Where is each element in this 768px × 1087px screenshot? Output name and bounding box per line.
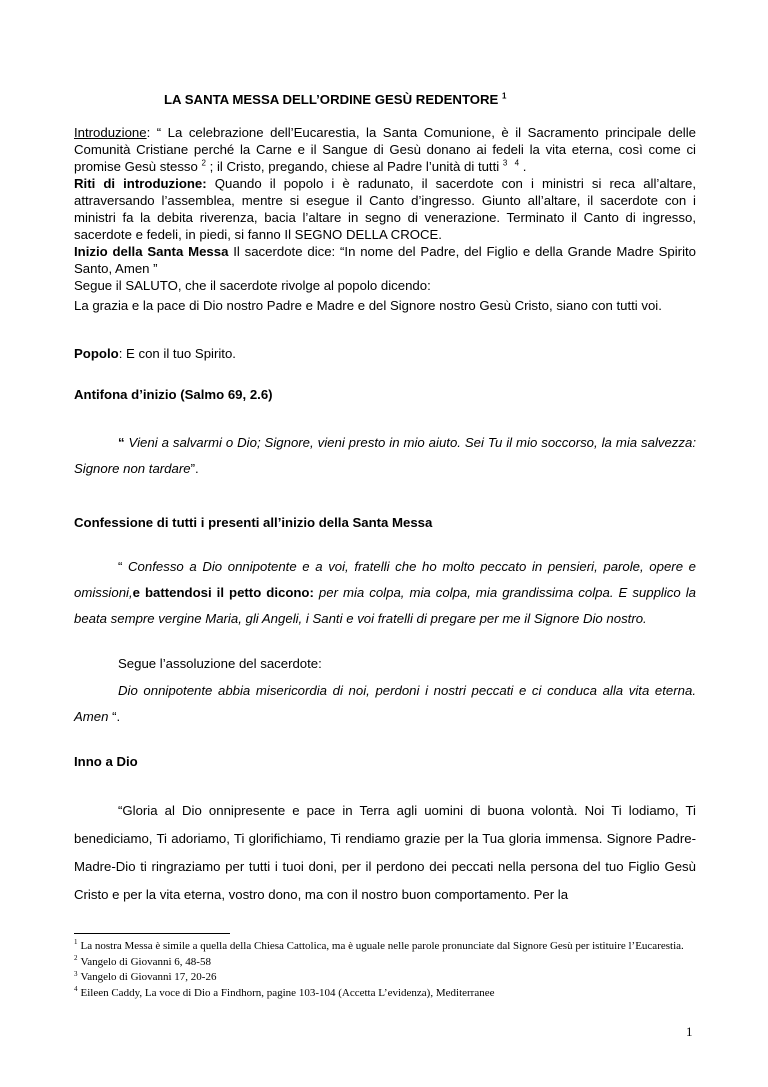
grazia-paragraph: La grazia e la pace di Dio nostro Padre e Madre e del Signore nostro Gesù Cristo, siano con tutti voi. (74, 298, 662, 313)
confessione-text-1: Confesso a Dio onnipotente e a voi, fratelli che ho molto peccato in pensieri, parole, opere e omissioni, (74, 559, 696, 600)
antifona-heading: Antifona d’inizio (Salmo 69, 2.6) (74, 387, 273, 402)
confessione-text-2: per mia colpa, mia colpa, mia grandissima colpa. E supplico la beata sempre vergine Maria, gli Angeli, i Santi e voi fratelli di pregare per me il Signore Dio nostro. (74, 585, 696, 626)
intro-block (74, 124, 696, 294)
footnote-separator (74, 933, 230, 934)
intro-text-3: . (519, 159, 527, 174)
title-text: LA SANTA MESSA DELL’ORDINE GESÙ REDENTORE (164, 92, 499, 107)
inizio-text: Il sacerdote dice: “In nome del Padre, del Figlio e della Grande Madre Spirito Santo, Amen ” (74, 244, 696, 276)
assoluzione-text: Dio onnipotente abbia misericordia di noi, perdoni i nostri peccati e ci conduca alla vita eterna. Amen (74, 683, 696, 724)
footnote-3 (74, 970, 696, 986)
document-title (164, 92, 506, 107)
page-number: 1 (686, 1024, 693, 1039)
confessione-bold-text: e battendosi il petto dicono: (132, 585, 314, 600)
popolo-paragraph (74, 344, 696, 364)
footnote-1 (74, 939, 696, 955)
footnote-number: 4 (74, 985, 78, 994)
footnote-ref-4: 4 (514, 158, 520, 168)
popolo-label: Popolo (74, 346, 119, 361)
footnote-ref-2: 2 (201, 158, 206, 168)
confessione-open-quote: “ (118, 559, 123, 574)
popolo-text: : E con il tuo Spirito. (118, 346, 236, 361)
antifona-open-quote: “ (118, 435, 125, 450)
assoluzione-close: “. (112, 709, 121, 724)
antifona-close: ”. (190, 461, 199, 476)
antifona-text: Vieni a salvarmi o Dio; Signore, vieni presto in mio aiuto. Sei Tu il mio soccorso, la mia salvezza: Signore non tardare (74, 435, 696, 476)
footnote-text: Eileen Caddy, La voce di Dio a Findhorn, pagine 103-104 (Accetta L’evidenza), Mediterranee (80, 986, 495, 999)
footnote-text: Vangelo di Giovanni 6, 48-58 (80, 955, 211, 968)
footnote-text: La nostra Messa è simile a quella della Chiesa Cattolica, ma è uguale nelle parole pronunciate dal Signore Gesù per istituire l’Eucarestia. (80, 940, 684, 952)
footnotes (74, 939, 696, 1001)
intro-text: : “ La celebrazione dell’Eucarestia, la Santa Comunione, è il Sacramento principale delle Comunità Cristiane perché la Carne e il Sangue di Gesù donano ai fedeli la vita eterna, così come ci promise Gesù stesso (74, 125, 696, 174)
intro-paragraph (74, 124, 696, 175)
riti-paragraph (74, 175, 696, 243)
inno-heading: Inno a Dio (74, 754, 138, 769)
footnote-number: 2 (74, 953, 78, 962)
saluto-line: Segue il SALUTO, che il sacerdote rivolge al popolo dicendo: (74, 278, 431, 293)
title-footnote-ref: 1 (502, 91, 507, 101)
footnote-4 (74, 986, 696, 1002)
antifona-paragraph (74, 430, 696, 482)
confessione-paragraph (74, 554, 696, 632)
riti-text: Quando il popolo i è radunato, il sacerdote con i ministri si reca all’altare, attraversando l’assemblea, mentre si esegue il Canto d’ingresso. Giunto all’altare, il sacerdote con i ministri fa la debita riverenza, bacia l’altare in segno di venerazione. Terminato il Canto di ingresso, sacerdote e fedeli, in piedi, si fanno Il SEGNO DELLA CROCE. (74, 176, 696, 242)
inno-paragraph: “Gloria al Dio onnipresente e pace in Terra agli uomini di buona volontà. Noi Ti lodiamo, Ti benediciamo, Ti adoriamo, Ti glorifichiamo, Ti rendiamo grazie per la Tua gloria immensa. Signore Padre-Madre-Dio ti ringraziamo per tutti i tuoi doni, per il perdono dei peccati nella persona del tuo Figlio Gesù Cristo e per la vita eterna, vostro dono, ma con il nostro buon comportamento. Per la (74, 803, 696, 902)
inizio-label: Inizio della Santa Messa (74, 244, 229, 259)
intro-label: Introduzione (74, 125, 147, 140)
inizio-paragraph (74, 243, 696, 277)
riti-label: Riti di introduzione: (74, 176, 207, 191)
footnote-2 (74, 955, 696, 971)
footnote-ref-3: 3 (502, 158, 508, 168)
intro-text-2: ; il Cristo, pregando, chiese al Padre l’unità di tutti (205, 159, 503, 174)
assoluzione-paragraph (74, 678, 696, 730)
assoluzione-line: Segue l’assoluzione del sacerdote: (118, 656, 322, 671)
footnote-text: Vangelo di Giovanni 17, 20-26 (80, 971, 217, 984)
footnote-number: 1 (74, 938, 78, 947)
confessione-heading: Confessione di tutti i presenti all’inizio della Santa Messa (74, 515, 433, 530)
footnote-number: 3 (74, 969, 78, 978)
